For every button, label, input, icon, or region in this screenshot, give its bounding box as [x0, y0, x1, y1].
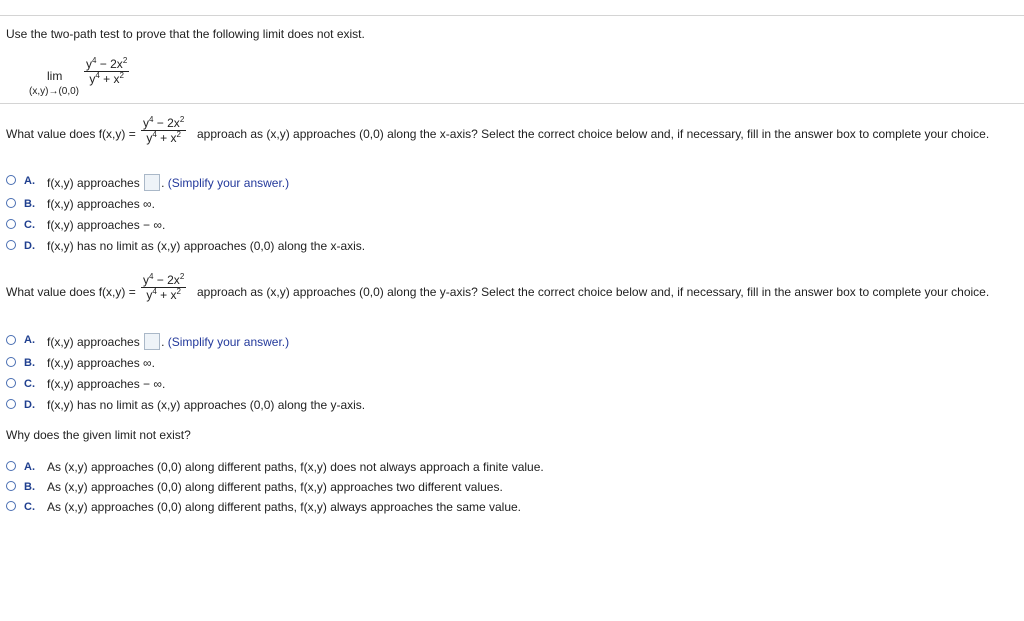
q2-option-d-radio[interactable]	[6, 399, 16, 409]
fraction-numerator: $y^4 - 2x^2$	[86, 56, 128, 71]
q2-lead: What value does f(x,y) =	[6, 285, 136, 299]
q2-option-d-text: f(x,y) has no limit as (x,y) approaches (0,0) along the y-axis.	[47, 398, 366, 412]
q1-answer-box[interactable]	[144, 174, 160, 191]
q2-option-b-text: f(x,y) approaches ∞.	[47, 356, 155, 370]
q1-option-b-text: f(x,y) approaches ∞.	[47, 197, 155, 211]
q1-option-b-letter: B.	[24, 198, 35, 210]
q2-text: approach as (x,y) approaches (0,0) along the y-axis? Select the correct choice below and, if necessary, fill in the answer box to complete your choice.	[197, 285, 990, 299]
q3-option-b-radio[interactable]	[6, 481, 16, 491]
q2-answer-box[interactable]	[144, 333, 160, 350]
q3-option-b-text: As (x,y) approaches (0,0) along different paths, f(x,y) approaches two different values.	[47, 480, 503, 494]
q1-option-a-letter: A.	[24, 175, 35, 187]
q2-hint: (Simplify your answer.)	[167, 335, 290, 349]
q1-fraction: $\frac{y^4 - 2x^2}{y^4 + x^2}$	[143, 115, 185, 145]
section-divider	[0, 103, 1024, 104]
q2-option-a-letter: A.	[24, 334, 35, 346]
q3-option-b-letter: B.	[24, 481, 35, 493]
limit-subscript: (x,y)→(0,0)	[29, 86, 79, 97]
q1-option-a: f(x,y) approaches . (Simplify your answer.)	[47, 176, 290, 190]
top-divider	[0, 15, 1024, 16]
q3-option-a-radio[interactable]	[6, 461, 16, 471]
q2-option-a: f(x,y) approaches . (Simplify your answer.)	[47, 335, 290, 349]
q1-lead: What value does f(x,y) =	[6, 127, 136, 141]
q1-text: approach as (x,y) approaches (0,0) along the x-axis? Select the correct choice below and, if necessary, fill in the answer box to complete your choice.	[197, 127, 990, 141]
q3-option-c-radio[interactable]	[6, 501, 16, 511]
q3-text: Why does the given limit not exist?	[6, 428, 191, 442]
q2-option-c-text: f(x,y) approaches − ∞.	[47, 377, 166, 391]
q3-option-a-text: As (x,y) approaches (0,0) along different paths, f(x,y) does not always approach a finite value.	[47, 460, 544, 474]
q1-option-a-radio[interactable]	[6, 175, 16, 185]
q1-option-d-radio[interactable]	[6, 240, 16, 250]
q2-option-a-radio[interactable]	[6, 335, 16, 345]
q1-option-d-letter: D.	[24, 240, 35, 252]
q3-option-c-letter: C.	[24, 501, 35, 513]
q1-option-d-text: f(x,y) has no limit as (x,y) approaches (0,0) along the x-axis.	[47, 239, 366, 253]
q1-option-c-letter: C.	[24, 219, 35, 231]
fraction-denominator: $y^4 + x^2$	[89, 71, 124, 86]
q3-option-c-text: As (x,y) approaches (0,0) along different paths, f(x,y) always approaches the same value.	[47, 500, 522, 514]
q2-option-b-letter: B.	[24, 357, 35, 369]
q1-option-c-radio[interactable]	[6, 219, 16, 229]
q1-option-c-text: f(x,y) approaches − ∞.	[47, 218, 166, 232]
q1-hint: (Simplify your answer.)	[167, 176, 290, 190]
q3-option-a-letter: A.	[24, 461, 35, 473]
limit-fraction	[84, 58, 129, 85]
q2-option-d-letter: D.	[24, 399, 35, 411]
q1-option-b-radio[interactable]	[6, 198, 16, 208]
q2-option-c-letter: C.	[24, 378, 35, 390]
q2-option-b-radio[interactable]	[6, 357, 16, 367]
q2-fraction: $\frac{y^4 - 2x^2}{y^4 + x^2}$	[143, 272, 185, 302]
intro-text: Use the two-path test to prove that the following limit does not exist.	[6, 27, 365, 41]
limit-label: lim	[47, 69, 63, 83]
q2-option-c-radio[interactable]	[6, 378, 16, 388]
